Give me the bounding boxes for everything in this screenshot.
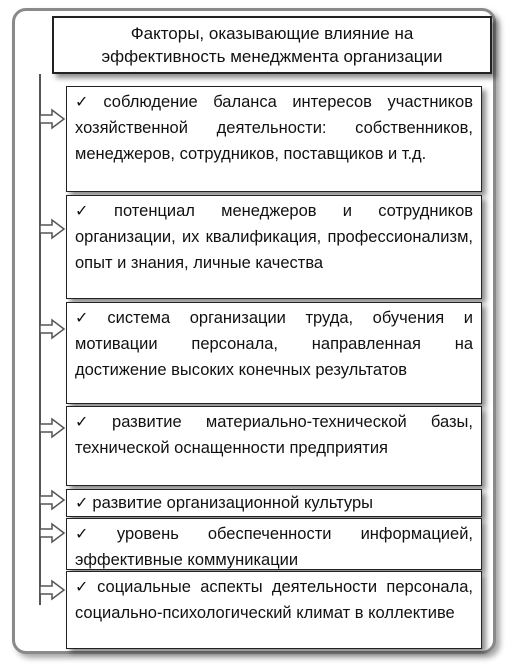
check-icon: ✓ [75, 412, 109, 431]
factor-box-6 [66, 518, 482, 570]
title-line-2: эффективность менеджмента организации [101, 47, 443, 66]
check-icon: ✓ [75, 524, 113, 543]
title-box [52, 16, 492, 74]
title-line-1: Факторы, оказывающие влияние на [130, 24, 414, 43]
check-icon: ✓ [75, 92, 100, 111]
factor-box-7 [66, 571, 482, 649]
factor-text-5: развитие организационной культуры [92, 494, 374, 512]
check-icon: ✓ [75, 577, 94, 596]
check-icon: ✓ [75, 201, 111, 220]
factor-box-5 [66, 489, 482, 517]
arrow-to-factor-1 [40, 110, 64, 128]
factor-box-3 [66, 302, 482, 404]
arrow-to-factor-4 [40, 419, 64, 437]
factor-text-3: система организации труда, обучения и мотивации персонала, направленная на достижение высоких конечных результатов [75, 309, 473, 379]
factor-box-4 [66, 406, 482, 486]
check-icon: ✓ [75, 493, 89, 512]
factor-text-1: соблюдение баланса интересов участников хозяйственной деятельности: собственников, менеджеров, сотрудников, поставщиков и т.д. [75, 93, 473, 163]
check-icon: ✓ [75, 308, 104, 327]
arrow-to-factor-6 [40, 524, 64, 542]
factor-text-4: развитие материально-технической базы, технической оснащенности предприятия [75, 413, 473, 457]
factor-text-2: потенциал менеджеров и сотрудников организации, их квалификация, профессионализм, опыт и знания, личные качества [75, 202, 474, 272]
arrow-to-factor-2 [40, 220, 64, 238]
factor-box-2 [66, 195, 482, 299]
factor-box-1 [66, 86, 482, 192]
arrow-to-factor-7 [40, 581, 64, 599]
arrow-to-factor-3 [40, 320, 64, 338]
factor-text-7: социальные аспекты деятельности персонала, социально-психологический климат в коллективе [75, 578, 473, 622]
arrow-to-factor-5 [40, 491, 64, 509]
factor-text-6: уровень обеспеченности информацией, эффективные коммуникации [75, 525, 473, 569]
